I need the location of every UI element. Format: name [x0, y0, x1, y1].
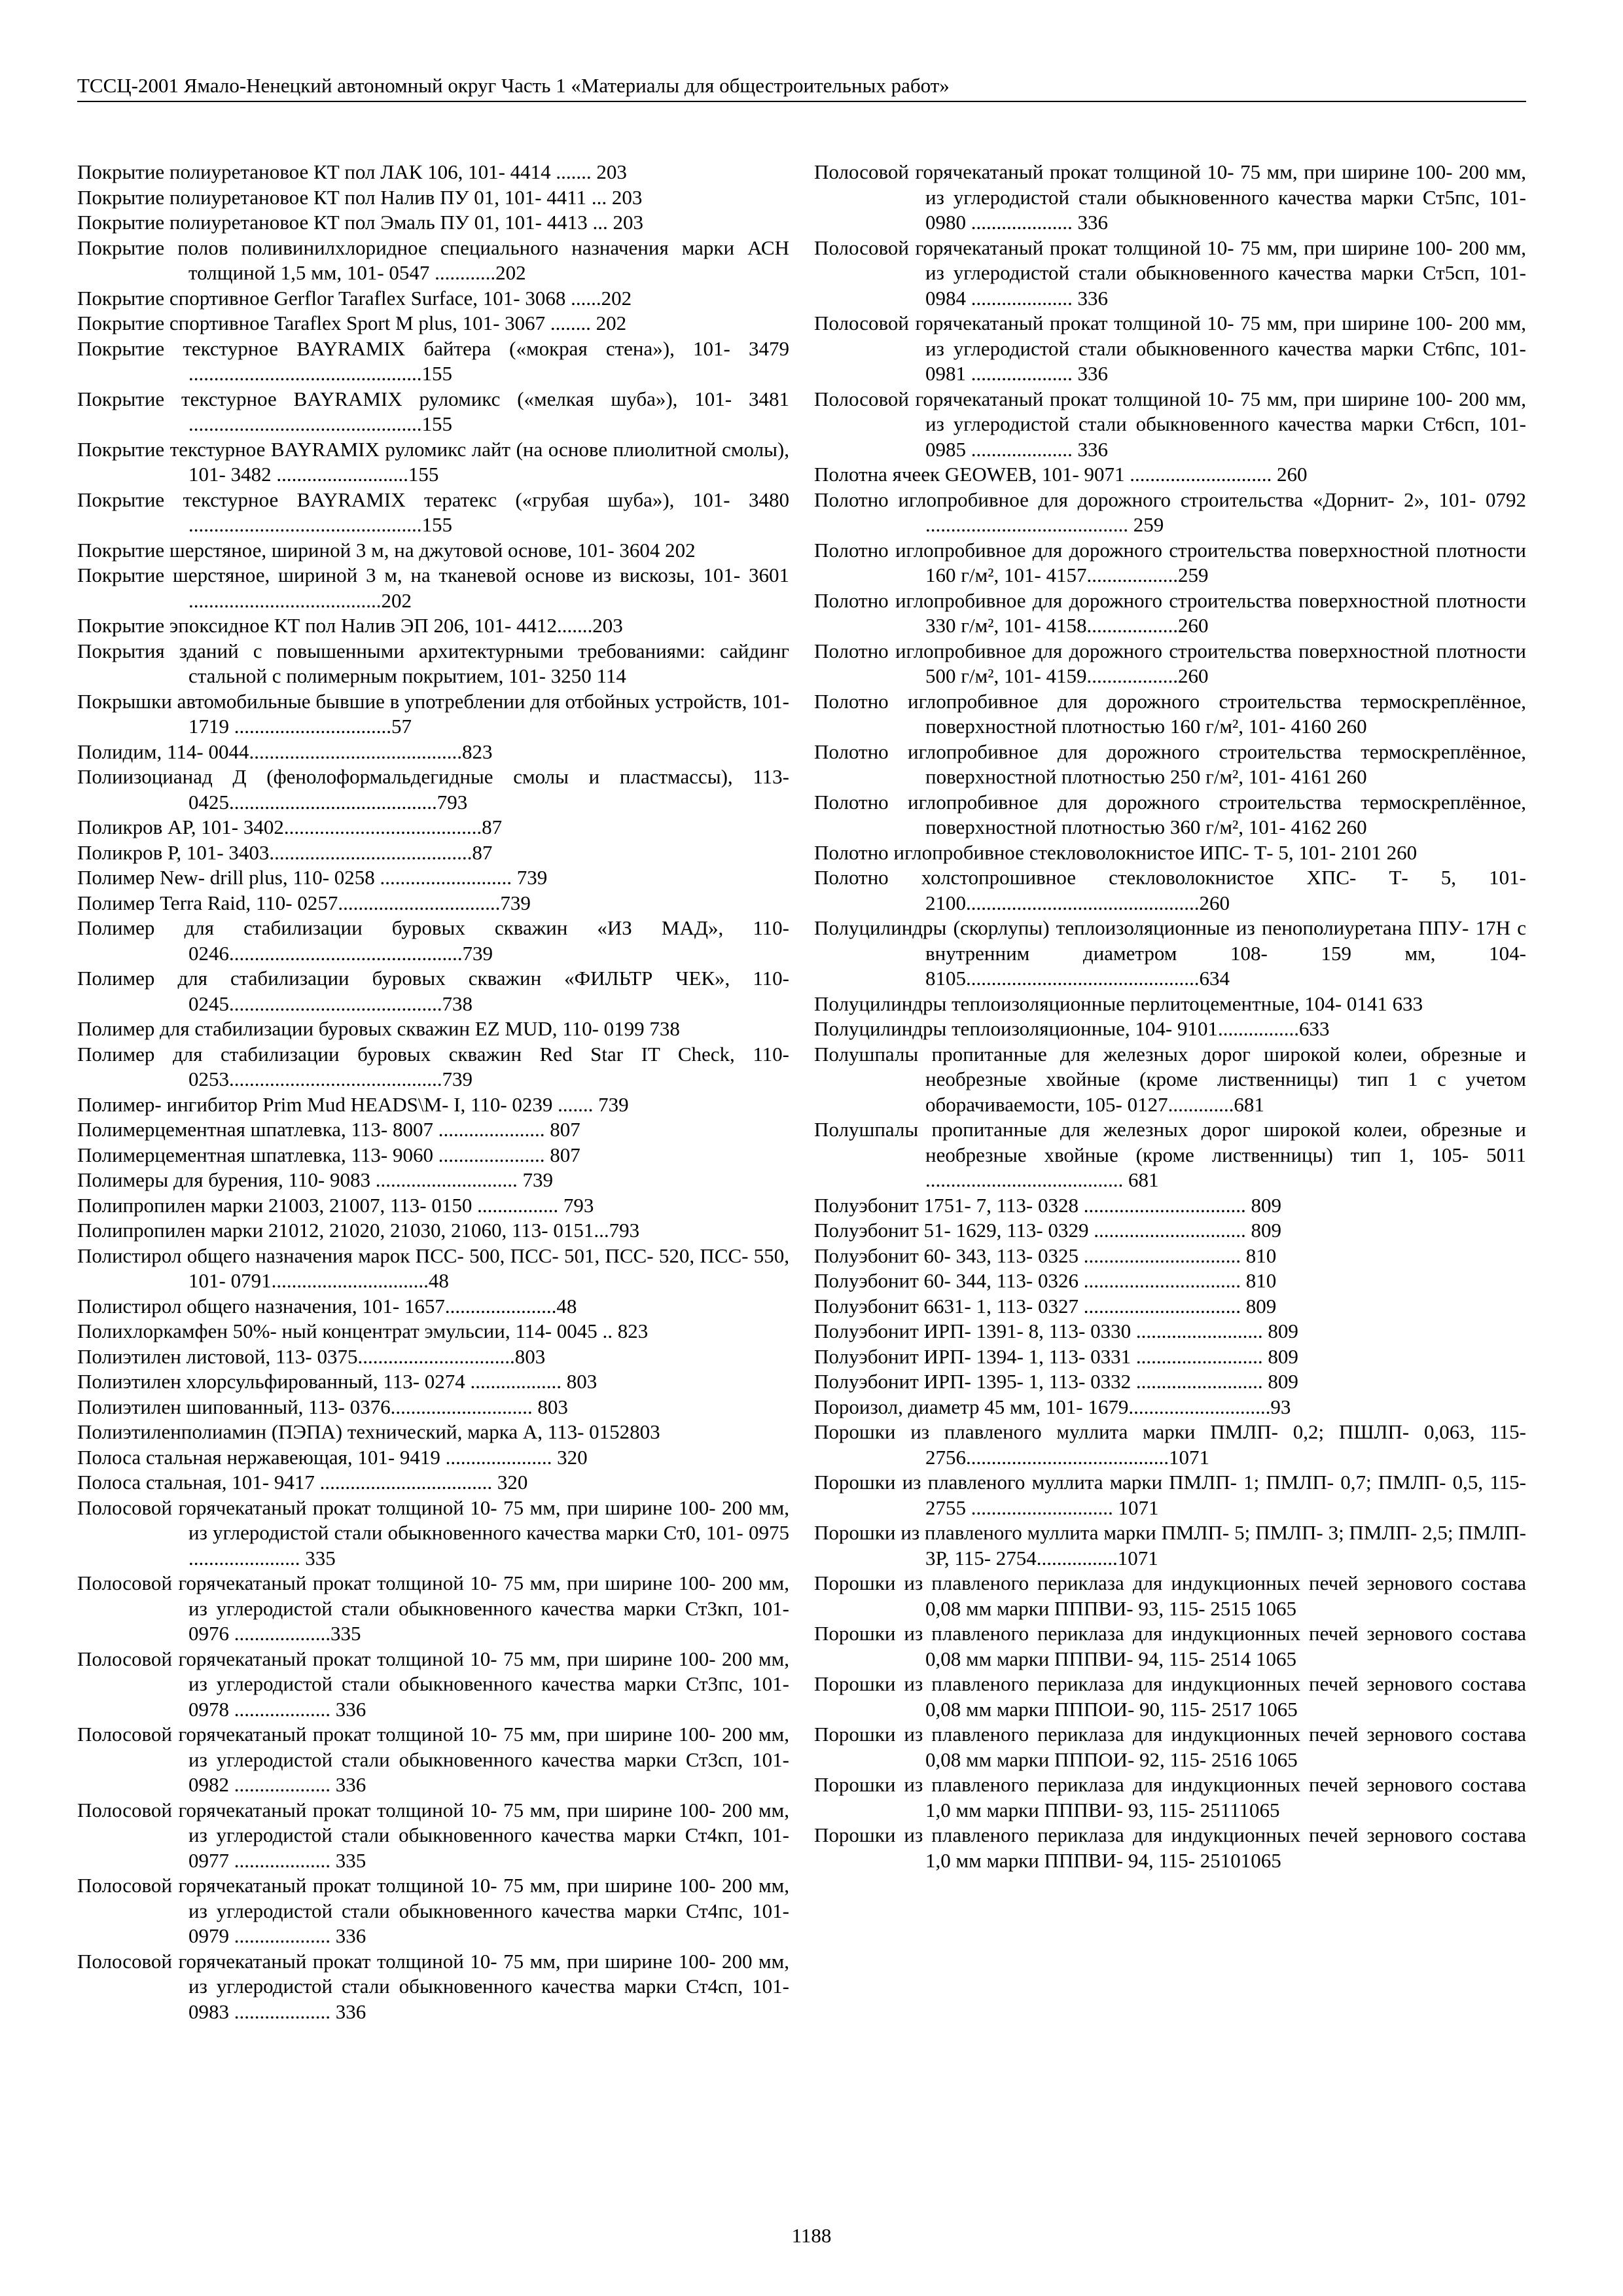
index-entry: Порошки из плавленого периклаза для индукционных печей зернового состава 1,0 мм марки ПППВИ- 93, 115- 25111065: [814, 1773, 1526, 1821]
index-entry: Полоса стальная, 101- 9417 .................................. 320: [77, 1471, 528, 1494]
index-entry: Полимеры для бурения, 110- 9083 ............................ 739: [77, 1168, 553, 1191]
index-entry: Полиизоцианад Д (фенолоформальдегидные смолы и пластмассы), 113- 0425.........................................793: [77, 765, 789, 814]
index-entry: Полушпалы пропитанные для железных дорог широкой колеи, обрезные и необрезные хвойные (кроме лиственницы) тип 1 с учетом оборачиваемости, 105- 0127.............681: [814, 1042, 1526, 1116]
index-entry: Полотно иглопробивное для дорожного строительства поверхностной плотности 330 г/м², 101- 4158..................260: [814, 588, 1526, 637]
index-entry: Полуэбонит 1751- 7, 113- 0328 ................................ 809: [814, 1193, 1281, 1217]
index-entry: Покрытие текстурное BAYRAMIX тератекс («грубая шуба»), 101- 3480 ..............................................155: [77, 488, 789, 536]
index-entry: Полимер для стабилизации буровых скважин EZ MUD, 110- 0199 738: [77, 1017, 680, 1040]
index-entry: Полипропилен марки 21012, 21020, 21030, 21060, 113- 0151...793: [77, 1219, 640, 1242]
index-entry: Порошки из плавленого периклаза для индукционных печей зернового состава 0,08 мм марки ПППВИ- 93, 115- 2515 1065: [814, 1571, 1526, 1620]
index-entry: Порошки из плавленого муллита марки ПМЛП- 1; ПМЛП- 0,7; ПМЛП- 0,5, 115- 2755 ............................ 1071: [814, 1471, 1526, 1519]
index-entry: Полуэбонит 6631- 1, 113- 0327 ............................... 809: [814, 1294, 1277, 1318]
page-header: ТССЦ-2001 Ямало-Ненецкий автономный округ Часть 1 «Материалы для общестроительных работ»: [77, 73, 1526, 102]
index-entry: Поликров Р, 101- 3403........................................87: [77, 840, 493, 864]
index-entry: Полотно иглопробивное стекловолокнистое ИПС- Т- 5, 101- 2101 260: [814, 840, 1418, 864]
index-entry: Полимерцементная шпатлевка, 113- 8007 ..................... 807: [77, 1118, 580, 1141]
index-entry: Полотно холстопрошивное стекловолокнистое ХПС- Т- 5, 101- 2100..............................................260: [814, 866, 1526, 914]
index-entry: Полистирол общего назначения, 101- 1657......................48: [77, 1294, 577, 1318]
index-entry: Полимер для стабилизации буровых скважин Red Star IT Check, 110- 0253..........................................739: [77, 1042, 789, 1090]
index-entry: Порошки из плавленого периклаза для индукционных печей зернового состава 0,08 мм марки ПППОИ- 90, 115- 2517 1065: [814, 1672, 1526, 1721]
index-entry: Полотно иглопробивное для дорожного строительства «Дорнит- 2», 101- 0792 ........................................ 259: [814, 488, 1526, 536]
index-entry: Покрытие полов поливинилхлоридное специального назначения марки АСН толщиной 1,5 мм, 101- 0547 ............202: [77, 236, 789, 284]
page-number: 1188: [791, 2224, 832, 2247]
index-entry: Порошки из плавленого муллита марки ПМЛП- 5; ПМЛП- 3; ПМЛП- 2,5; ПМЛП- 3Р, 115- 2754................1071: [814, 1521, 1526, 1570]
index-entry: Порошки из плавленого периклаза для индукционных печей зернового состава 0,08 мм марки ПППВИ- 94, 115- 2514 1065: [814, 1622, 1526, 1670]
index-entry: Полоса стальная нержавеющая, 101- 9419 ..................... 320: [77, 1445, 588, 1469]
index-entry: Покрытие шерстяное, шириной 3 м, на джутовой основе, 101- 3604 202: [77, 538, 696, 562]
index-entry: Полимер- ингибитор Prim Mud HEADS\M- I, 110- 0239 ....... 739: [77, 1092, 629, 1116]
index-entry: Полипропилен марки 21003, 21007, 113- 0150 ................ 793: [77, 1193, 594, 1217]
index-entry: Полиэтилен хлорсульфированный, 113- 0274 .................. 803: [77, 1370, 597, 1393]
index-entry: Полуэбонит ИРП- 1395- 1, 113- 0332 ......................... 809: [814, 1370, 1298, 1393]
index-entry: Покрытие текстурное BAYRAMIX байтера («мокрая стена»), 101- 3479 ..............................................155: [77, 336, 789, 385]
index-entry: Пороизол, диаметр 45 мм, 101- 1679............................93: [814, 1395, 1291, 1418]
index-column-right: [814, 160, 1526, 1873]
index-entry: Покрытие текстурное BAYRAMIX руломикс («мелкая шуба»), 101- 3481 ..............................................155: [77, 387, 789, 435]
index-entry: Полимер Terra Raid, 110- 0257................................739: [77, 891, 531, 914]
index-entry: Покрытие полиуретановое КТ пол Эмаль ПУ 01, 101- 4413 ... 203: [77, 211, 643, 234]
index-column-left: [77, 160, 789, 2024]
index-entry: Полуэбонит 60- 343, 113- 0325 ............................... 810: [814, 1244, 1277, 1267]
index-entry: Полуэбонит ИРП- 1391- 8, 113- 0330 ......................... 809: [814, 1319, 1298, 1342]
index-entry: Полосовой горячекатаный прокат толщиной 10- 75 мм, при ширине 100- 200 мм, из углеродистой стали обыкновенного качества марки Ст4пс, 101- 0979 ................... 336: [77, 1874, 789, 1947]
index-entry: Порошки из плавленого муллита марки ПМЛП- 0,2; ПШЛП- 0,063, 115- 2756........................................1071: [814, 1420, 1526, 1469]
index-entry: Полосовой горячекатаный прокат толщиной 10- 75 мм, при ширине 100- 200 мм, из углеродистой стали обыкновенного качества марки Ст5сп, 101- 0984 .................... 336: [814, 236, 1526, 310]
index-entry: Покрытие шерстяное, шириной 3 м, на тканевой основе из вискозы, 101- 3601 ......................................202: [77, 564, 789, 612]
index-entry: Полимерцементная шпатлевка, 113- 9060 ..................... 807: [77, 1143, 580, 1166]
index-entry: Полосовой горячекатаный прокат толщиной 10- 75 мм, при ширине 100- 200 мм, из углеродистой стали обыкновенного качества марки Ст5пс, 101- 0980 .................... 336: [814, 160, 1526, 234]
index-entry: Полосовой горячекатаный прокат толщиной 10- 75 мм, при ширине 100- 200 мм, из углеродистой стали обыкновенного качества марки Ст3пс, 101- 0978 ................... 336: [77, 1647, 789, 1721]
index-entry: Полихлоркамфен 50%- ный концентрат эмульсии, 114- 0045 .. 823: [77, 1319, 649, 1342]
index-entry: Покрытие спортивное Taraflex Sport M plus, 101- 3067 ........ 202: [77, 312, 627, 334]
index-entry: Полотно иглопробивное для дорожного строительства термоскреплённое, поверхностной плотностью 250 г/м², 101- 4161 260: [814, 740, 1526, 788]
index-entry: Покрытие спортивное Gerflor Taraflex Surface, 101- 3068 ......202: [77, 286, 632, 310]
index-entry: Покрытия зданий с повышенными архитектурными требованиями: сайдинг стальной с полимерным покрытием, 101- 3250 114: [77, 639, 789, 687]
index-entry: Покрытие текстурное BAYRAMIX руломикс лайт (на основе плиолитной смолы), 101- 3482 ..........................155: [77, 437, 789, 486]
index-entry: Полуэбонит ИРП- 1394- 1, 113- 0331 ......................... 809: [814, 1344, 1298, 1368]
index-entry: Порошки из плавленого периклаза для индукционных печей зернового состава 0,08 мм марки ПППОИ- 92, 115- 2516 1065: [814, 1723, 1526, 1771]
index-entry: Полотно иглопробивное для дорожного строительства термоскреплённое, поверхностной плотностью 160 г/м², 101- 4160 260: [814, 689, 1526, 738]
index-entry: Полуэбонит 51- 1629, 113- 0329 .............................. 809: [814, 1219, 1281, 1242]
index-entry: Полосовой горячекатаный прокат толщиной 10- 75 мм, при ширине 100- 200 мм, из углеродистой стали обыкновенного качества марки Ст3кп, 101- 0976 ...................335: [77, 1571, 789, 1645]
index-entry: Покрытие полиуретановое КТ пол Налив ПУ 01, 101- 4411 ... 203: [77, 185, 643, 209]
index-entry: Покрышки автомобильные бывшие в употреблении для отбойных устройств, 101- 1719 ...............................57: [77, 689, 789, 738]
index-entry: Полотна ячеек GEOWEB, 101- 9071 ............................ 260: [814, 463, 1308, 486]
index-entry: Полосовой горячекатаный прокат толщиной 10- 75 мм, при ширине 100- 200 мм, из углеродистой стали обыкновенного качества марки Ст6пс, 101- 0981 .................... 336: [814, 312, 1526, 385]
index-entry: Полимер для стабилизации буровых скважин «ФИЛЬТР ЧЕК», 110- 0245..........................................738: [77, 967, 789, 1015]
index-entry: Полуэбонит 60- 344, 113- 0326 ............................... 810: [814, 1269, 1277, 1292]
index-entry: Покрытие полиуретановое КТ пол ЛАК 106, 101- 4414 ....... 203: [77, 160, 627, 183]
index-entry: Полотно иглопробивное для дорожного строительства поверхностной плотности 160 г/м², 101- 4157..................259: [814, 538, 1526, 586]
index-entry: Полосовой горячекатаный прокат толщиной 10- 75 мм, при ширине 100- 200 мм, из углеродистой стали обыкновенного качества марки Ст6сп, 101- 0985 .................... 336: [814, 387, 1526, 461]
index-entry: Полосовой горячекатаный прокат толщиной 10- 75 мм, при ширине 100- 200 мм, из углеродистой стали обыкновенного качества марки Ст0, 101- 0975 ...................... 335: [77, 1496, 789, 1570]
index-entry: Полосовой горячекатаный прокат толщиной 10- 75 мм, при ширине 100- 200 мм, из углеродистой стали обыкновенного качества марки Ст4кп, 101- 0977 ................... 335: [77, 1798, 789, 1872]
index-entry: Полуцилиндры (скорлупы) теплоизоляционные из пенополиуретана ППУ- 17Н с внутренним диаметром 108- 159 мм, 104- 8105..............................................634: [814, 916, 1526, 990]
index-entry: Полуцилиндры теплоизоляционные, 104- 9101................633: [814, 1017, 1330, 1040]
index-entry: Полушпалы пропитанные для железных дорог широкой колеи, обрезные и необрезные хвойные (кроме лиственницы) тип 1, 105- 5011 ....................................... 681: [814, 1118, 1526, 1191]
index-entry: Порошки из плавленого периклаза для индукционных печей зернового состава 1,0 мм марки ПППВИ- 94, 115- 25101065: [814, 1823, 1526, 1872]
index-entry: Полосовой горячекатаный прокат толщиной 10- 75 мм, при ширине 100- 200 мм, из углеродистой стали обыкновенного качества марки Ст4сп, 101- 0983 ................... 336: [77, 1949, 789, 2023]
index-entry: Полотно иглопробивное для дорожного строительства поверхностной плотности 500 г/м², 101- 4159..................260: [814, 639, 1526, 687]
index-entry: Полиэтиленполиамин (ПЭПА) технический, марка А, 113- 0152803: [77, 1420, 660, 1443]
index-entry: Полимер New- drill plus, 110- 0258 .......................... 739: [77, 866, 548, 889]
index-entry: Полидим, 114- 0044..........................................823: [77, 740, 493, 763]
index-entry: Покрытие эпоксидное КТ пол Налив ЭП 206, 101- 4412.......203: [77, 614, 623, 637]
index-entry: Полимер для стабилизации буровых скважин «ИЗ МАД», 110- 0246..............................................739: [77, 916, 789, 965]
index-entry: Полуцилиндры теплоизоляционные перлитоцементные, 104- 0141 633: [814, 992, 1423, 1015]
index-entry: Полотно иглопробивное для дорожного строительства термоскреплённое, поверхностной плотностью 360 г/м², 101- 4162 260: [814, 790, 1526, 838]
index-entry: Полиэтилен шипованный, 113- 0376............................ 803: [77, 1395, 568, 1418]
index-entry: Полиэтилен листовой, 113- 0375...............................803: [77, 1344, 546, 1368]
index-entry: Полосовой горячекатаный прокат толщиной 10- 75 мм, при ширине 100- 200 мм, из углеродистой стали обыкновенного качества марки Ст3сп, 101- 0982 ................... 336: [77, 1723, 789, 1796]
index-entry: Полистирол общего назначения марок ПСС- 500, ПСС- 501, ПСС- 520, ПСС- 550, 101- 0791...............................48: [77, 1244, 789, 1292]
index-entry: Поликров АР, 101- 3402.......................................87: [77, 816, 503, 838]
